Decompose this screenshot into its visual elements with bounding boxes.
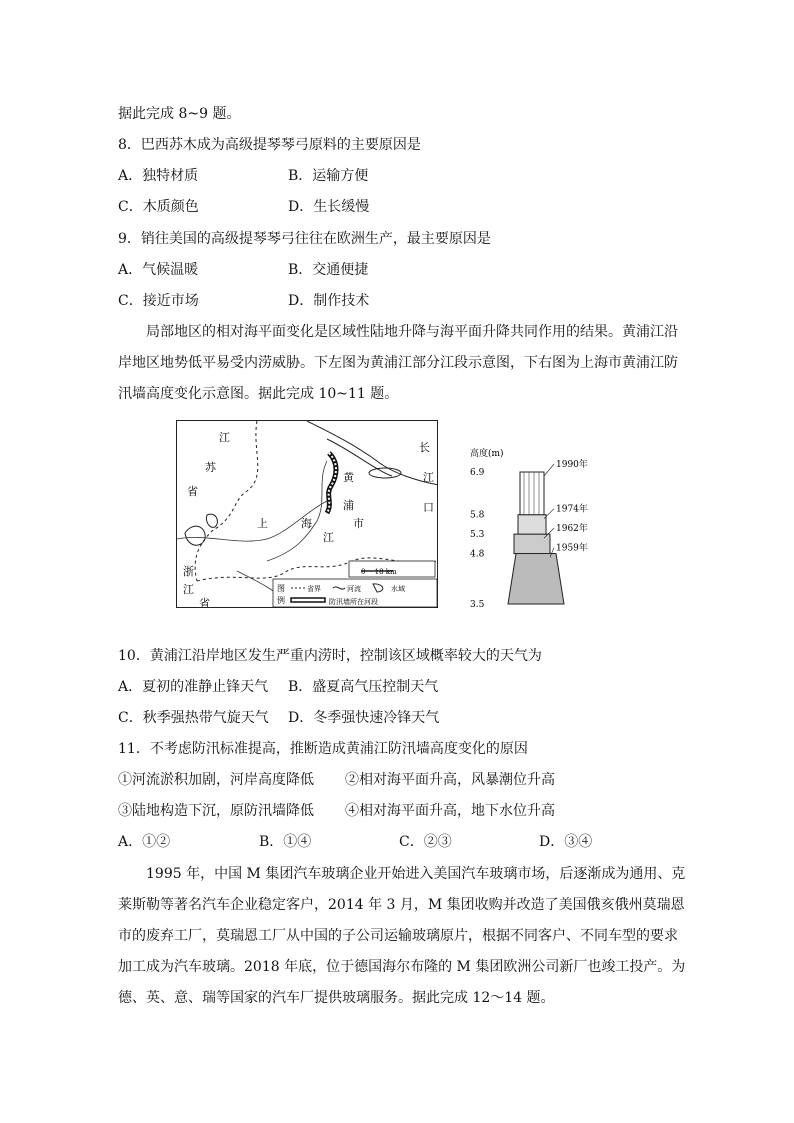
q8-option-a: A．独特材质 (118, 168, 199, 184)
q8-stem: 8．巴西苏木成为高级提琴琴弓原料的主要原因是 (118, 137, 421, 153)
map-label-kou: 口 (423, 501, 434, 514)
passage-3-line-2: 莱斯勒等著名汽车企业稳定客户，2014 年 3 月，M 集团收购并改造了美国俄亥俄州莫瑞恩 (118, 897, 685, 913)
river-2 (267, 461, 327, 561)
wall-segment-1959 (514, 534, 550, 553)
province-border (195, 421, 258, 581)
passage-3-line-3: 市的废弃工厂，莫瑞恩工厂从中国的子公司运输玻璃原片，根据不同客户、不同车型的要求 (118, 928, 678, 944)
legend-border: 省界 (307, 585, 321, 593)
legend-water: 水域 (391, 585, 405, 593)
passage-3-line-1: 1995 年，中国 M 集团汽车玻璃企业开始进入美国汽车玻璃市场，后逐渐成为通用、克 (146, 866, 686, 882)
q9-option-a: A．气候温暖 (118, 262, 199, 278)
legend-river: 河流 (347, 585, 361, 593)
scale-text: 0 18 km (361, 568, 397, 576)
q11-item-4: ④相对海平面升高，地下水位升高 (345, 803, 555, 819)
q11-option-c: C．②③ (399, 834, 452, 850)
y-tick-label: 5.3 (470, 530, 485, 541)
q10-stem: 10．黄浦江沿岸地区发生严重内涝时，控制该区域概率较大的天气为 (118, 648, 542, 664)
map-label-jiang3: 江 (323, 531, 334, 544)
passage-3-line-5: 德、英、意、瑞等国家的汽车厂提供玻璃服务。据此完成 12～14 题。 (118, 990, 555, 1006)
y-tick-label: 5.8 (470, 510, 485, 521)
legend-wall: 防汛墙所在河段 (329, 598, 378, 606)
q8-option-b: B．运输方便 (288, 168, 369, 184)
map-label-shang: 上 (257, 517, 268, 530)
intro-text: 据此完成 8~9 题。 (118, 106, 241, 122)
wall-segment-1962 (518, 515, 546, 534)
map-label-jiang: 江 (219, 431, 230, 444)
y-tick-label: 4.8 (470, 549, 485, 560)
q8-option-c: C．木质颜色 (118, 199, 199, 215)
map-label-chang: 长 (419, 441, 430, 454)
q11-option-d: D．③④ (539, 834, 593, 850)
q11-option-b: B．①④ (259, 834, 312, 850)
legend-wall-symbol (291, 598, 325, 602)
passage-2-line-2: 岸地区地势低平易受内涝威胁。下左图为黄浦江部分江段示意图，下右图为上海市黄浦江防 (118, 355, 678, 371)
map-label-pu: 浦 (343, 499, 354, 512)
passage-2-line-3: 汛墙高度变化示意图。据此完成 10~11 题。 (118, 386, 399, 402)
year-label: 1962年 (556, 524, 588, 535)
map-label-hai: 海 (301, 517, 312, 530)
map-label-sheng2: 省 (199, 597, 210, 608)
passage-3-line-4: 加工成为汽车玻璃。2018 年底，位于德国海尔布隆的 M 集团欧洲公司新厂也竣工投产。为 (118, 959, 686, 975)
map-label-zhe: 浙 (183, 565, 194, 578)
huangpu-river-map (176, 420, 438, 608)
map-label-jiang2: 江 (423, 471, 434, 484)
passage-2-line-1: 局部地区的相对海平面变化是区域性陆地升降与海平面升降共同作用的结果。黄浦江沿 (146, 324, 678, 340)
q11-item-2: ②相对海平面升高，风暴潮位升高 (345, 772, 555, 788)
lake (185, 526, 205, 545)
chart-ylabel: 高度(m) (470, 449, 504, 459)
map-label-su: 苏 (205, 461, 216, 474)
year-label: 1990年 (556, 460, 588, 470)
map-drawing (177, 421, 438, 608)
q9-stem: 9．销往美国的高级提琴琴弓往往在欧洲生产，最主要原因是 (118, 231, 491, 247)
q10-option-a: A．夏初的准静止锋天气 (118, 679, 269, 695)
year-leader-line (544, 509, 554, 519)
map-label-huang: 黄 (343, 471, 354, 484)
year-leader-line (544, 464, 554, 476)
q9-option-d: D．制作技术 (288, 293, 370, 309)
q11-item-3: ③陆地构造下沉，原防汛墙降低 (118, 803, 314, 819)
q10-option-c: C．秋季强热带气旋天气 (118, 710, 269, 726)
flood-wall-river-section (327, 453, 336, 513)
q9-option-c: C．接近市场 (118, 293, 199, 309)
map-label-sheng: 省 (187, 485, 198, 498)
legend-title-2: 例 (277, 596, 285, 605)
wall-segment-1990 (520, 472, 544, 515)
map-label-shi: 市 (353, 517, 364, 530)
q11-stem: 11．不考虑防汛标准提高，推断造成黄浦江防汛墙高度变化的原因 (118, 741, 528, 757)
q8-option-d: D．生长缓慢 (288, 199, 370, 215)
flood-wall-chart-svg (470, 444, 610, 610)
year-label: 1974年 (556, 504, 588, 515)
q10-option-d: D．冬季强快速冷锋天气 (288, 710, 440, 726)
q9-option-b: B．交通便捷 (288, 262, 369, 278)
y-tick-label: 3.5 (470, 600, 485, 610)
map-label-jiang4: 江 (183, 583, 194, 596)
q10-option-b: B．盛夏高气压控制天气 (288, 679, 439, 695)
flood-wall-height-chart (470, 444, 610, 610)
q11-option-a: A．①② (118, 834, 171, 850)
wall-foundation (508, 554, 564, 604)
q11-item-1: ①河流淤积加剧，河岸高度降低 (118, 772, 314, 788)
y-tick-label: 6.9 (470, 468, 485, 478)
legend-title-1: 图 (277, 584, 285, 593)
year-label: 1959年 (556, 543, 588, 554)
small-lake (206, 514, 217, 527)
